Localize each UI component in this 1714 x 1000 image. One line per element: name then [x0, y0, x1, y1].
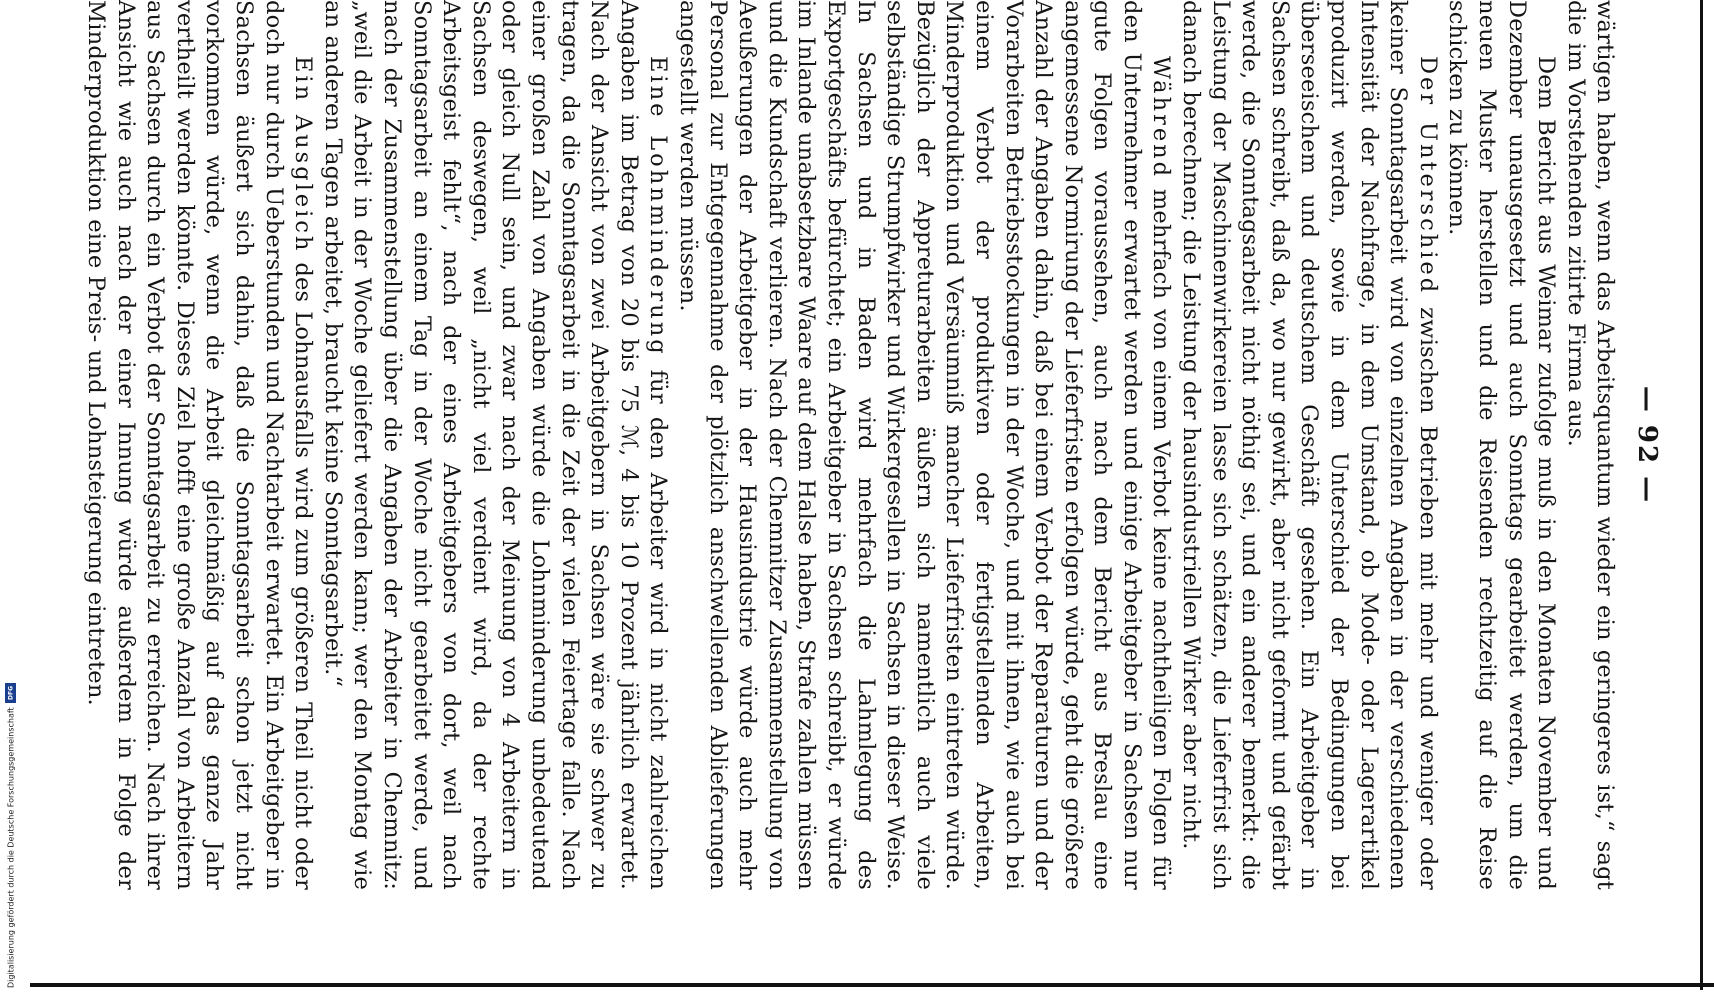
- paragraph-lohnminderung: [317, 0, 672, 890]
- dfg-logo-icon: DFG: [6, 683, 17, 703]
- paragraph-continuation: [1560, 0, 1619, 890]
- paragraph-lead-spaced: Ein Ausgleich: [290, 56, 317, 254]
- paragraph-text: für den Arbeiter wird in nicht zahlreichen Angaben im Betrag von 20 bis 75 ℳ, 4 bis 10 Prozent jährlich erwartet. Nach der Ansicht von zwei Arbeitgebern in Sachsen wäre sie schwer zu tragen, da die Sonntagsarbeit in die Zeit der vielen Feiertage falle. Nach einer großen Zahl von Angaben würde die Lohnminderung unbedeutend oder gleich Null sein, und zwar nach der Meinung von 4 Arbeitern in Sachsen deswegen, weil „nicht viel verdient wird, da der rechte Arbeitsgeist fehlt“, nach der eines Arbeitgebers von dort, weil nach Sonntagsarbeit an einem Tag in der Woche nicht gearbeitet werde, und nach der Zusammenstellung über die Angaben der Arbeiter in Chemnitz: „weil die Arbeit in der Woche geliefert werden kann; wer den Montag wie an anderen Tagen arbeitet, braucht keine Sonntagsarbeit.“: [319, 0, 672, 890]
- paragraph-lead-spaced: Der Unterschied: [1414, 56, 1441, 296]
- binding-edge-rule: [30, 983, 1714, 987]
- digitization-credit: [4, 568, 18, 988]
- paragraph-text: zwischen Betrieben mit mehr und weniger oder keiner Sonntagsarbeit wird von einzelnen Angaben in der verschiedenen Intensität der Nachfrage, in dem Umstand, ob Mode- oder Lagerartikel produzirt werden, sowie in dem Unterschied der Bedingungen bei überseeischem und deutschem Geschäft gesehen. Ein Arbeitgeber in Sachsen schreibt, daß da, wo nur gewirkt, aber nicht geformt und gefärbt werde, die Sonntagsarbeit nicht nöthig sei, und ein anderer bemerkt: die Leistung der Maschinenwirkereien lasse sich schätzen, die Lieferfrist sich danach berechnen; die Leistung der hausindustriellen Wirker aber nicht.: [1178, 0, 1441, 890]
- paragraph-text: Dem Bericht aus Weimar zufolge muß in den Monaten November und Dezember unausgesetzt und auch Sonntags gearbeitet werden, um die neuen Muster herstellen und die Reisenden rechtzeitig auf die Reise schicken zu können.: [1444, 0, 1560, 890]
- paragraph-text: wärtigen haben, wenn das Arbeitsquantum wieder ein geringeres ist,“ sagt die im Vorstehenden zitirte Firma aus.: [1562, 0, 1619, 890]
- paragraph-folgen: [672, 0, 1175, 890]
- paragraph-text: des Lohnausfalls wird zum größeren Theil nicht oder doch nur durch Ueberstunden und Nachtarbeit erwartet. Ein Arbeitgeber in Sachsen äußert sich dahin, daß die Sonntagsarbeit schon jetzt nicht vorkommen würde, wenn die Arbeit gleichmäßig auf das ganze Jahr vertheilt werden könnte. Dieses Ziel hofft eine große Anzahl von Arbeitern aus Sachsen durch ein Verbot der Sonntagsarbeit zu erreichen. Nach ihrer Ansicht wie auch nach der einer Innung würde außerdem in Folge der Minderproduktion eine Preis- und Lohnsteigerung eintreten.: [83, 0, 317, 890]
- paragraph-weimar-report: [1442, 0, 1560, 890]
- paragraph-unterschied: [1176, 0, 1442, 890]
- rotated-text-block: [83, 0, 1662, 890]
- paragraph-text: mehrfach von einem Verbot keine nachtheiligen Folgen für den Unternehmer erwartet werden und einige Arbeitgeber in Sachsen nur gute Folgen voraussehen, auch nach dem Bericht aus Breslau eine angemessene Normirung der Lieferfristen erfolgen würde, geht die größere Anzahl der Angaben dahin, daß bei einem Verbot der Reparaturen und der Vorarbeiten Betriebsstockungen in der Woche, und mit ihnen, wie auch bei einem Verbot der produktiven oder fertigstellenden Arbeiten, Minderproduktion und Versäumniß mancher Lieferfristen eintreten würde. Bezüglich der Appreturarbeiten äußern sich namentlich auch viele selbständige Strumpfwirker und Wirkergesellen in Sachsen in dieser Weise. In Sachsen und in Baden wird mehrfach die Lahmlegung des Exportgeschäfts befürchtet; ein Arbeitgeber in Sachsen schreibt, er würde im Inlande unabsetzbare Waare auf dem Halse haben, Strafe zahlen müssen und die Kundschaft verlieren. Nach der Chemnitzer Zusammenstellung von Aeußerungen der Arbeitgeber in der Hausindustrie würde auch mehr Personal zur Entgegennahme der plötzlich anschwellenden Ablieferungen angestellt werden müssen.: [675, 0, 1175, 890]
- paragraph-ausgleich: [81, 0, 318, 890]
- paragraph-lead-spaced: Eine Lohnminderung: [645, 56, 672, 357]
- page-number: — 92 —: [1632, 385, 1662, 505]
- paragraph-lead-spaced: Während: [1148, 56, 1175, 180]
- digitization-credit-text: Digitalisierung gefördert durch die Deutsche Forschungsgemeinschaft: [6, 707, 16, 988]
- page-edge-rule: [1700, 0, 1703, 990]
